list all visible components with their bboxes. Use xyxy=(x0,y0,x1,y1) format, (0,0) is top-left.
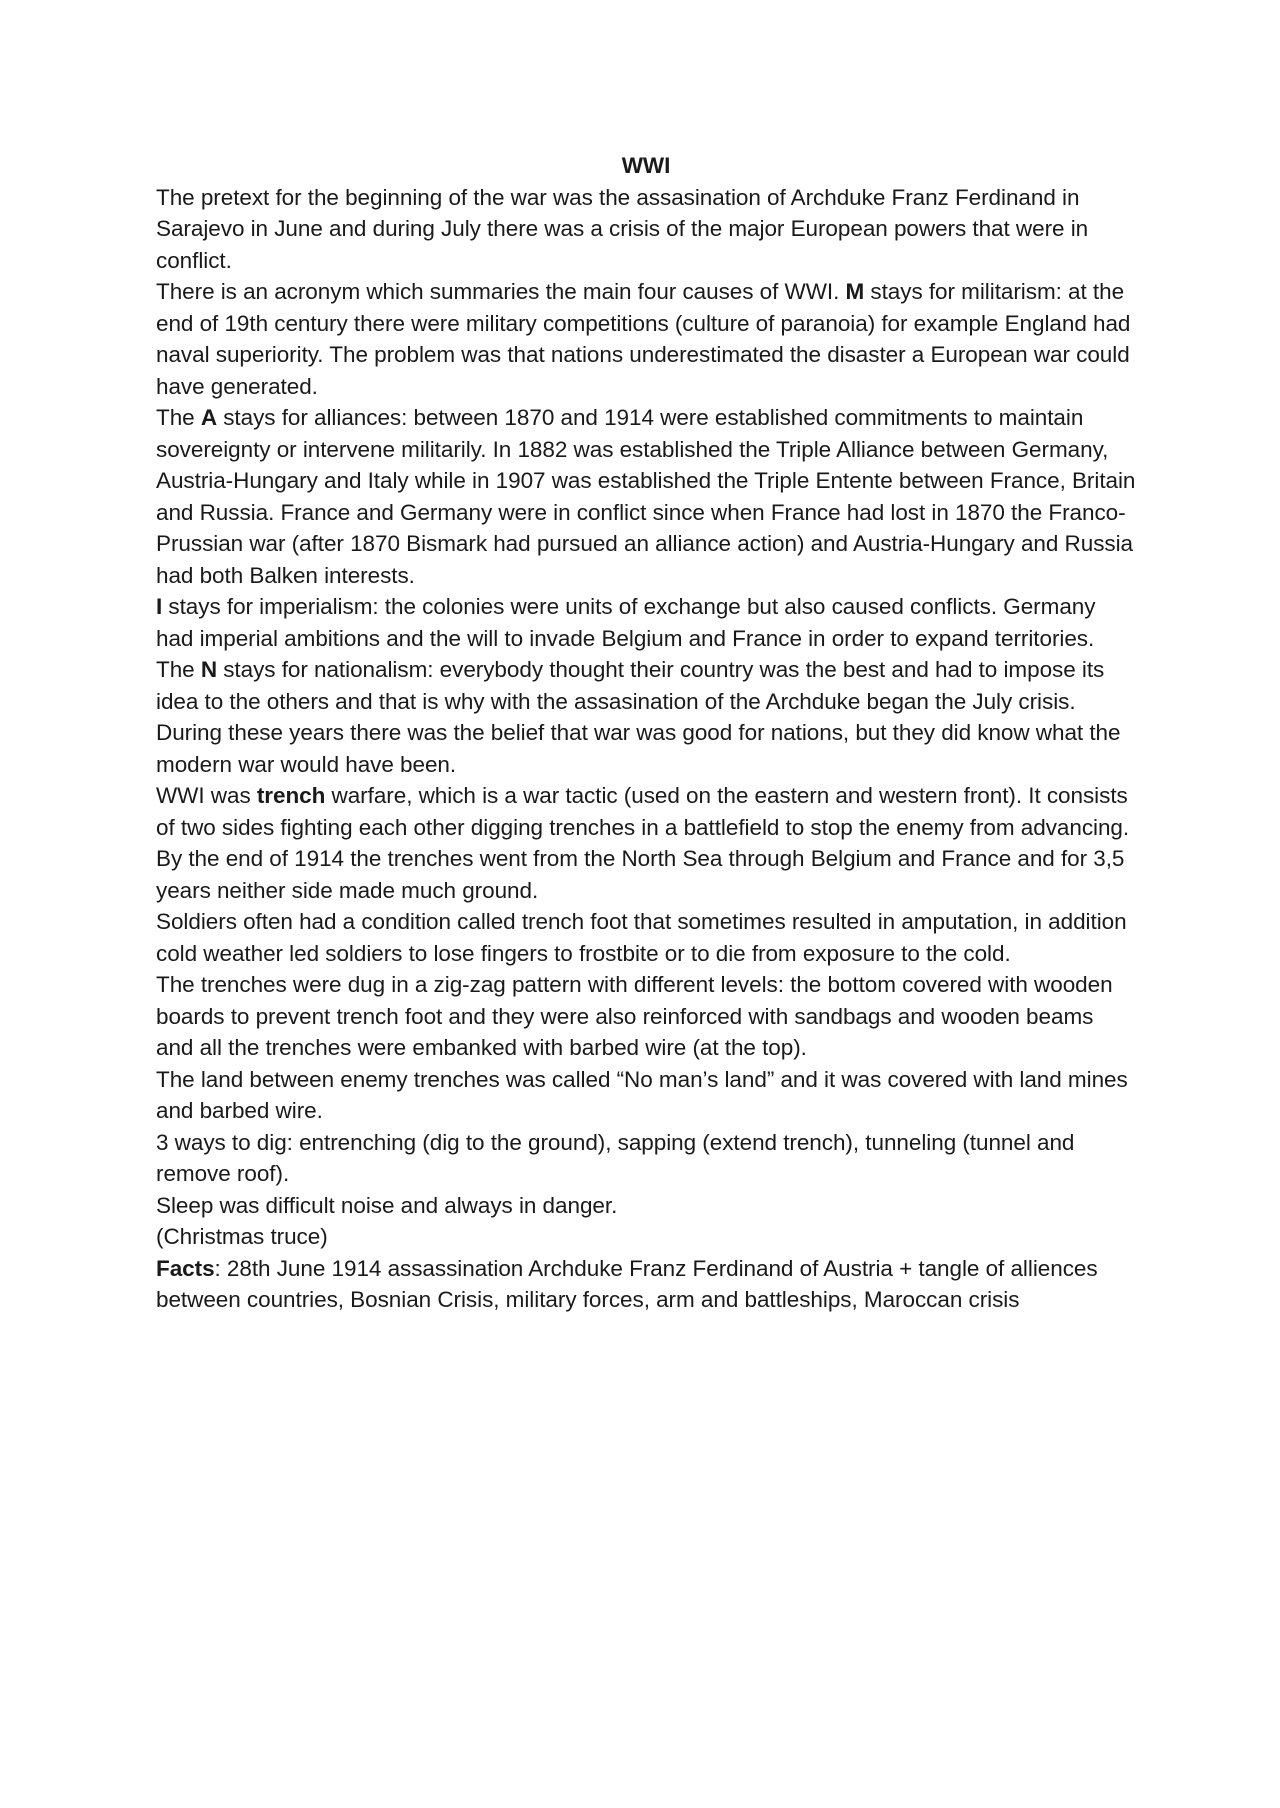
paragraph-ways-to-dig xyxy=(156,1127,1136,1190)
paragraph-imperialism xyxy=(156,591,1136,654)
paragraph-no-mans-land xyxy=(156,1064,1136,1127)
acronym-letter-a: A xyxy=(200,405,218,430)
paragraph-text-post: stays for alliances: between 1870 and 1914 were established commitments to maintain sovereignty or intervene militarily. In 1882 was established the Triple Alliance between Germany, Austria-Hungary and Italy while in 1907 was established the Triple Entente between France, Britain and Russia. France and Germany were in conflict since when France had lost in 1870 the Franco-Prussian war (after 1870 Bismark had pursued an alliance action) and Austria-Hungary and Russia had both Balken interests. xyxy=(156,405,1136,588)
paragraph-sleep xyxy=(156,1190,1136,1222)
paragraph-belief xyxy=(156,717,1136,780)
paragraph-trench-warfare xyxy=(156,780,1136,906)
paragraph-text-pre: The xyxy=(156,657,201,682)
paragraph-alliances xyxy=(156,402,1136,591)
paragraph-facts xyxy=(156,1253,1136,1316)
paragraph-militarism xyxy=(156,276,1136,402)
paragraph-text-post: stays for nationalism: everybody thought their country was the best and had to impose its idea to the others and that is why with the assasination of the Archduke began the July crisis. xyxy=(156,657,1105,714)
paragraph-text: Soldiers often had a condition called trench foot that sometimes resulted in amputation, in addition cold weather led soldiers to lose fingers to frostbite or to die from exposure to the cold. xyxy=(156,909,1127,966)
paragraph-text-post: : 28th June 1914 assassination Archduke Franz Ferdinand of Austria + tangle of alliences between countries, Bosnian Crisis, military forces, arm and battleships, Maroccan crisis xyxy=(156,1255,1098,1312)
paragraph-text-pre: There is an acronym which summaries the main four causes of WWI. xyxy=(156,279,846,304)
paragraph-text-post: stays for militarism: at the end of 19th century there were military competitions (culture of paranoia) for example England had naval superiority. The problem was that nations underestimated the disaster a European war could have generated. xyxy=(156,279,1131,399)
bold-term-facts: Facts xyxy=(156,1255,215,1281)
paragraph-trench-design xyxy=(156,969,1136,1064)
paragraph-text: 3 ways to dig: entrenching (dig to the ground), sapping (extend trench), tunneling (tunnel and remove roof). xyxy=(156,1129,1075,1186)
acronym-letter-i: I xyxy=(156,594,163,619)
paragraph-text: The trenches were dug in a zig-zag pattern with different levels: the bottom covered with wooden boards to prevent trench foot and they were also reinforced with sandbags and wooden beams and all the trenches were embanked with barbed wire (at the top). xyxy=(156,972,1113,1060)
paragraph-text-post: warfare, which is a war tactic (used on the eastern and western front). It consists of two sides fighting each other digging trenches in a battlefield to stop the enemy from advancing. By the end of 1914 the trenches went from the North Sea through Belgium and France and for 3,5 years neither side made much ground. xyxy=(156,783,1130,903)
paragraph-nationalism xyxy=(156,654,1136,717)
acronym-letter-m: M xyxy=(845,279,865,304)
paragraph-text-pre: WWI was xyxy=(156,783,257,808)
paragraph-text: During these years there was the belief that war was good for nations, but they did know what the modern war would have been. xyxy=(156,720,1121,777)
paragraph-text: (Christmas truce) xyxy=(156,1224,328,1249)
paragraph-text: The pretext for the beginning of the war was the assasination of Archduke Franz Ferdinand in Sarajevo in June and during July there was a crisis of the major European powers that were in conflict. xyxy=(156,184,1089,273)
paragraph-christmas-truce xyxy=(156,1221,1136,1253)
document-title: WWI xyxy=(621,153,671,178)
document-body xyxy=(156,150,1136,1316)
paragraph-trench-foot xyxy=(156,906,1136,969)
paragraph-text-post: stays for imperialism: the colonies were units of exchange but also caused conflicts. Germany had imperial ambitions and the will to invade Belgium and France in order to expand territories. xyxy=(156,594,1096,651)
paragraph-text: The land between enemy trenches was called “No man’s land” and it was covered with land mines and barbed wire. xyxy=(156,1066,1128,1123)
bold-term-trench: trench xyxy=(256,783,326,808)
acronym-letter-n: N xyxy=(200,657,218,682)
paragraph-text-pre: The xyxy=(156,405,201,430)
paragraph-text: Sleep was difficult noise and always in danger. xyxy=(156,1192,618,1218)
paragraph-pretext xyxy=(156,182,1136,277)
